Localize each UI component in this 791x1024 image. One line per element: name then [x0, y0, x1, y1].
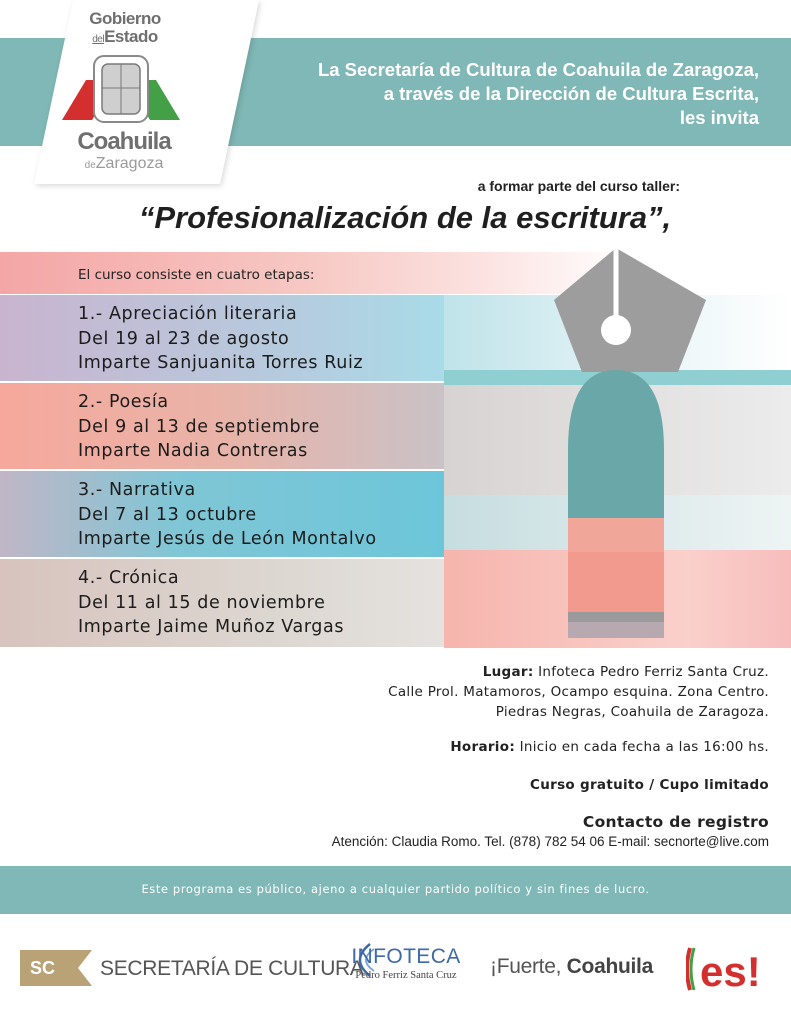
stage-title: 3.- Narrativa [78, 480, 196, 500]
stage-teacher: Imparte Jesús de León Montalvo [78, 529, 377, 549]
stage-dates: Del 7 al 13 octubre [78, 504, 257, 525]
coat-of-arms-icon [56, 50, 186, 130]
logo-de: de [84, 160, 96, 171]
logo-estado: Estado [104, 27, 158, 46]
logo-gobierno: Gobierno [89, 9, 161, 28]
coahuila-text: Coahuila [566, 955, 653, 978]
schedule-label: Horario: [450, 739, 516, 755]
schedule-value: Inicio en cada fecha a las 16:00 hs. [519, 739, 769, 755]
place-address: Calle Prol. Matamoros, Ocampo esquina. Zona Centro. [388, 684, 769, 700]
es-logo-icon [686, 942, 776, 996]
logo-coahuila: Coahuila [77, 128, 171, 155]
fountain-pen-icon [520, 240, 760, 650]
stage-teacher: Imparte Sanjuanita Torres Ruiz [78, 353, 364, 373]
logo-del-estado [70, 28, 180, 49]
secretaria-cultura-logo: SECRETARÍA DE CULTURA [100, 957, 364, 980]
fuerte-coahuila-logo [490, 955, 653, 979]
header-line: les invita [679, 107, 759, 128]
intro-text: a formar parte del curso taller: [477, 178, 680, 194]
stage-teacher: Imparte Jaime Muñoz Vargas [78, 617, 345, 637]
free-course-note: Curso gratuito / Cupo limitado [530, 777, 769, 793]
stages-intro: El curso consiste en cuatro etapas: [78, 267, 315, 283]
place-info [388, 662, 769, 722]
header-invitation [199, 58, 759, 130]
sc-logo-text: SC [30, 958, 56, 978]
stage-teacher: Imparte Nadia Contreras [78, 441, 308, 461]
stage-2 [0, 383, 444, 469]
place-label: Lugar: [482, 664, 534, 680]
header-line: a través de la Dirección de Cultura Escrita, [383, 83, 759, 104]
place-city: Piedras Negras, Coahuila de Zaragoza. [495, 704, 769, 720]
place-value: Infoteca Pedro Ferriz Santa Cruz. [538, 664, 769, 680]
stage-dates: Del 11 al 15 de noviembre [78, 592, 326, 613]
stage-title: 2.- Poesía [78, 392, 169, 412]
header-line: La Secretaría de Cultura de Coahuila de Zaragoza, [317, 59, 759, 80]
infoteca-name: INFOTECA [351, 945, 461, 968]
schedule-info [450, 737, 769, 757]
stage-dates: Del 9 al 13 de septiembre [78, 416, 320, 437]
stage-title: 4.- Crónica [78, 568, 180, 588]
stage-4 [0, 559, 444, 647]
footer-disclaimer: Este programa es público, ajeno a cualquier partido político y sin fines de lucro. [141, 882, 650, 896]
fuerte-text: ¡Fuerte, [490, 955, 562, 978]
government-logo-text [70, 10, 180, 49]
stage-3 [0, 471, 444, 557]
logo-del: del [92, 34, 105, 45]
infoteca-subtitle: Pedro Ferriz Santa Cruz [355, 970, 457, 981]
stage-title: 1.- Apreciación literaria [78, 304, 298, 324]
es-logo-text: es! [700, 948, 761, 995]
sc-logo [20, 950, 92, 986]
course-title: “Profesionalización de la escritura”, [138, 200, 672, 235]
stage-1 [0, 295, 444, 381]
logo-zaragoza: Zaragoza [95, 155, 164, 172]
logo-de-zaragoza [64, 155, 184, 173]
contact-title: Contacto de registro [582, 813, 769, 831]
stage-dates: Del 19 al 23 de agosto [78, 328, 290, 349]
contact-details: Atención: Claudia Romo. Tel. (878) 782 54 06 E-mail: secnorte@live.com [331, 834, 769, 849]
infoteca-logo [350, 944, 462, 981]
